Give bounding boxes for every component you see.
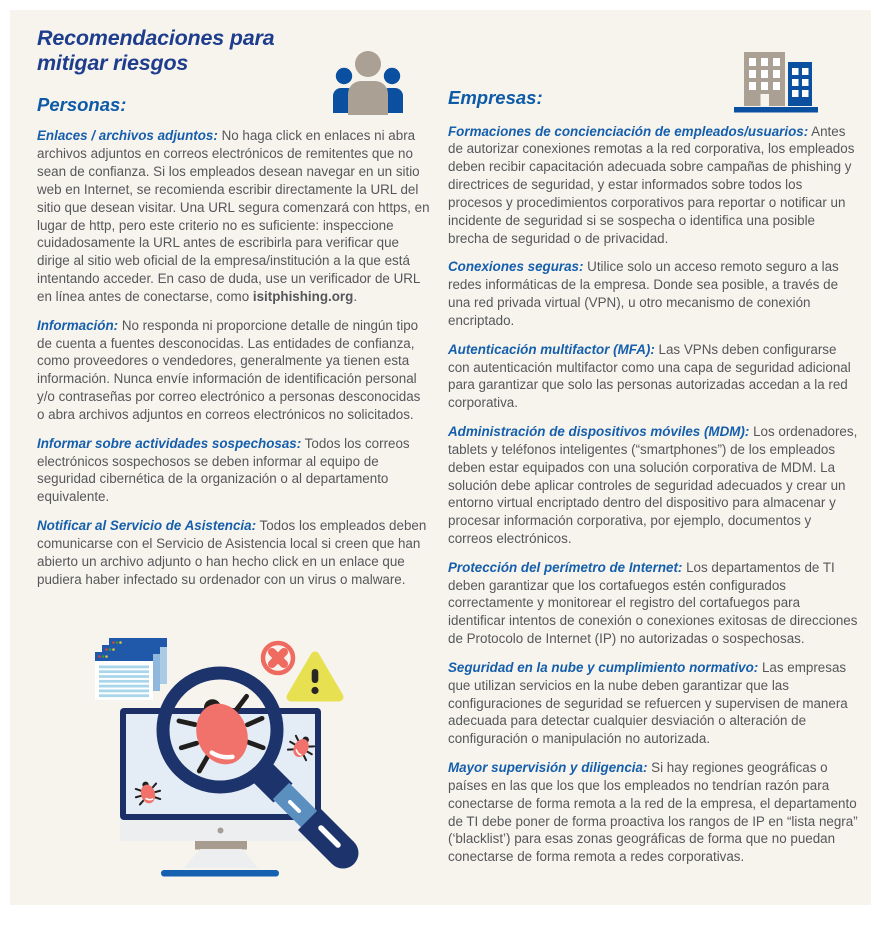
paragraph-lead: Protección del perímetro de Internet: <box>448 559 683 575</box>
recommendation-paragraph <box>37 517 431 588</box>
recommendation-paragraph <box>37 127 431 305</box>
recommendation-paragraph <box>37 435 431 506</box>
paragraph-body: Todos los empleados deben comunicarse con el Servicio de Asistencia local si creen que han abierto un archivo adjunto o han hecho click en un enlace que pudiera haber infectado su ordenador con un virus o malware. <box>37 518 427 587</box>
recommendation-paragraph <box>448 123 858 248</box>
paragraph-body: Todos los correos electrónicos sospechosos se deben informar al equipo de seguridad cibernética de la organización o al departamento equivalente. <box>37 435 410 505</box>
paragraph-lead: Información: <box>37 317 119 333</box>
paragraph-body: No responda ni proporcione detalle de ningún tipo de cuenta a fuentes desconocidas. Las entidades de confianza, como proveedores o vendedores, generalmente ya tienen esta información. Nunca envíe información de identificación personal y/o contraseñas por correo electrónico a personas desconocidas o abra archivos adjuntos en correos electrónicos no solicitados. <box>37 317 421 422</box>
recommendation-paragraph <box>37 317 431 424</box>
warning-triangle-icon <box>291 656 339 697</box>
recommendation-paragraph <box>448 258 858 329</box>
paragraph-body: Utilice solo un acceso remoto seguro a las redes informáticas de la empresa. Donde sea posible, a través de una red privada virtual (VPN), u otro mecanismo de conexión encriptado. <box>448 259 839 328</box>
paragraph-lead: Formaciones de concienciación de empleados/usuarios: <box>448 123 809 139</box>
personas-heading: Personas: <box>37 93 127 115</box>
browser-windows-icon <box>95 638 167 700</box>
paragraph-body: Los departamentos de TI deben garantizar que los cortafuegos estén configurados correctamente y monitorear el registro del cortafuegos para identificar intentos de conexión o conexiones exitosas de direcciones de Protocolo de Internet (IP) no autorizadas o sospechosas. <box>448 559 858 647</box>
personas-column <box>37 26 431 599</box>
recommendation-paragraph <box>448 759 858 866</box>
paragraph-body: Los ordenadores, tablets y teléfonos inteligentes (“smartphones”) de los empleados deben estar equipados con una solución corporativa de MDM. La solución debe aplicar controles de seguridad adecuados y crear un entorno virtual encriptado dentro del dispositivo para almacenar y procesar información corporativa, por ejemplo, documentos y correos electrónicos. <box>448 424 858 546</box>
empresas-heading: Empresas: <box>448 87 543 108</box>
error-x-icon <box>263 643 293 673</box>
paragraph-body: No haga click en enlaces ni abra archivos adjuntos en correos electrónicos de remitentes que no sean de confianza. Si los empleados desean navegar en un sitio web en Internet, se recomienda escribir directamente la URL del sitio que desean visitar. Una URL segura comenzará con https, en lugar de http, pero este criterio no es suficiente: inspeccione cuidadosamente la URL antes de escribirla para verificar que dirige al sitio web oficial de la empresa/institución a la que está intentando acceder. En caso de duda, use un verificador de URL en línea antes de conectarse, como <box>37 128 430 304</box>
isitphishing-link-text: isitphishing.org <box>252 288 354 304</box>
paragraph-lead: Conexiones seguras: <box>448 259 584 275</box>
recommendation-paragraph <box>448 423 858 548</box>
recommendation-paragraph <box>448 341 858 412</box>
paragraph-body: Antes de autorizar conexiones remotas a la red corporativa, los empleados deben recibir capacitación adecuada sobre campañas de phishing y directrices de seguridad, y estar informados sobre todos los procesos y procedimientos corporativos para reportar o notificar un incidente de seguridad si se sospecha o identifica una posible brecha de seguridad o de privacidad. <box>448 123 855 246</box>
paragraph-body: Si hay regiones geográficas o países en las que los que los empleados no tendrían razón para conectarse de forma remota a la red de la empresa, el departamento de TI debe poner de forma proactiva los rangos de IP en “lista negra” (‘blacklist’) para esas zonas geográficas de forma que no puedan conectarse de forma remota a redes corporativas. <box>448 760 858 865</box>
camera-dot <box>218 828 224 834</box>
paragraph-lead: Seguridad en la nube y cumplimiento normativo: <box>448 659 759 675</box>
paragraph-lead: Autenticación multifactor (MFA): <box>448 341 655 357</box>
paragraph-body: Las empresas que utilizan servicios en la nube deben garantizar que las configuraciones de seguridad se refuercen y supervisen de manera adecuada para detectar cualquier desviación o alteración de configuración o manipulación no autorizada. <box>448 659 848 747</box>
malware-detection-illustration-svg <box>85 622 407 918</box>
page-title: Recomendaciones para mitigar riesgos <box>37 26 275 75</box>
paragraph-lead: Administración de dispositivos móviles (MDM): <box>448 424 750 440</box>
malware-detection-illustration <box>85 622 407 923</box>
empresas-column <box>448 86 858 877</box>
paragraph-lead: Informar sobre actividades sospechosas: <box>37 435 302 451</box>
paragraph-lead: Notificar al Servicio de Asistencia: <box>37 518 257 534</box>
paragraph-body: Las VPNs deben configurarse con autenticación multifactor como una capa de seguridad adicional para garantizar que solo las personas autorizadas accedan a la red corporativa. <box>448 341 851 411</box>
recommendation-paragraph <box>448 559 858 648</box>
paragraph-tail: . <box>353 288 358 304</box>
paragraph-lead: Enlaces / archivos adjuntos: <box>37 128 218 144</box>
paragraph-lead: Mayor supervisión y diligencia: <box>448 760 648 776</box>
recommendation-paragraph <box>448 659 858 748</box>
